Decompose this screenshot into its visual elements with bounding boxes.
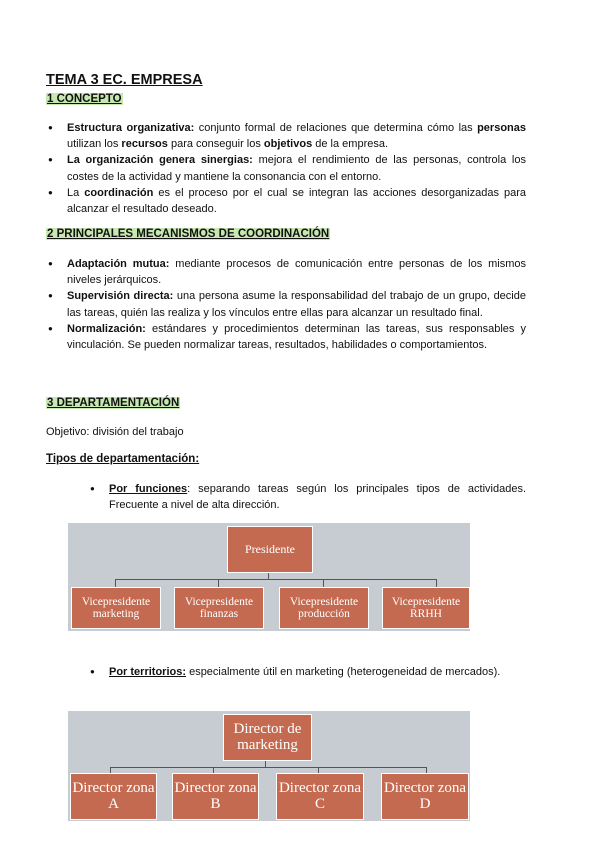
section-heading-concepto: 1 CONCEPTO [47,93,122,105]
connector-line [323,579,324,587]
page-title: TEMA 3 EC. EMPRESA [46,72,203,88]
connector-line [115,579,436,580]
org-box-director-zona-d: Director zona D [381,773,469,820]
objetivo-text: Objetivo: división del trabajo [46,426,184,438]
org-chart-funciones [68,523,470,631]
org-box-presidente: Presidente [227,526,313,573]
connector-line [436,579,437,587]
territorios-list [90,664,526,680]
org-box-vp-marketing: Vicepresidente marketing [71,587,161,629]
org-box-director-marketing: Director de marketing [223,714,312,761]
section-heading-departamentacion: 3 DEPARTAMENTACIÓN [47,397,180,409]
list-item: ● Adaptación mutua: mediante procesos de comunicación entre personas de los mismos niveles jerárquicos. [48,256,526,288]
section-heading-mecanismos: 2 PRINCIPALES MECANISMOS DE COORDINACIÓN [47,228,330,240]
org-box-vp-finanzas: Vicepresidente finanzas [174,587,264,629]
mecanismos-list [48,256,526,353]
tipos-heading: Tipos de departamentación: [46,453,200,465]
org-box-director-zona-c: Director zona C [276,773,364,820]
list-item: ● Normalización: estándares y procedimientos determinan las tareas, sus responsables y vinculación. Se pueden normalizar tareas, resultados, habilidades o comportamientos. [48,321,526,353]
org-box-vp-produccion: Vicepresidente producción [279,587,369,629]
list-item: ● Supervisión directa: una persona asume la responsabilidad del trabajo de un grupo, decide las tareas, quién las realiza y los vínculos entre ellas para alcanzar un resultado final. [48,288,526,320]
list-item: ● Por funciones: separando tareas según los principales tipos de actividades. Frecuente a nivel de alta dirección. [90,481,526,513]
org-box-director-zona-b: Director zona B [172,773,259,820]
funciones-list [90,481,526,513]
org-box-director-zona-a: Director zona A [70,773,157,820]
connector-line [110,767,426,768]
list-item: ● La organización genera sinergias: mejora el rendimiento de las personas, controla los costes de la actividad y mantiene la consonancia con el entorno. [48,152,526,184]
org-chart-territorios [68,711,470,821]
org-box-vp-rrhh: Vicepresidente RRHH [382,587,470,629]
list-item: ● Estructura organizativa: conjunto formal de relaciones que determina cómo las personas utilizan los recursos para conseguir los objetivos de la empresa. [48,120,526,152]
connector-line [218,579,219,587]
connector-line [115,579,116,587]
concepto-list [48,120,526,217]
list-item: ● Por territorios: especialmente útil en marketing (heterogeneidad de mercados). [90,664,526,680]
list-item: ● La coordinación es el proceso por el cual se integran las acciones desorganizadas para alcanzar el resultado deseado. [48,185,526,217]
